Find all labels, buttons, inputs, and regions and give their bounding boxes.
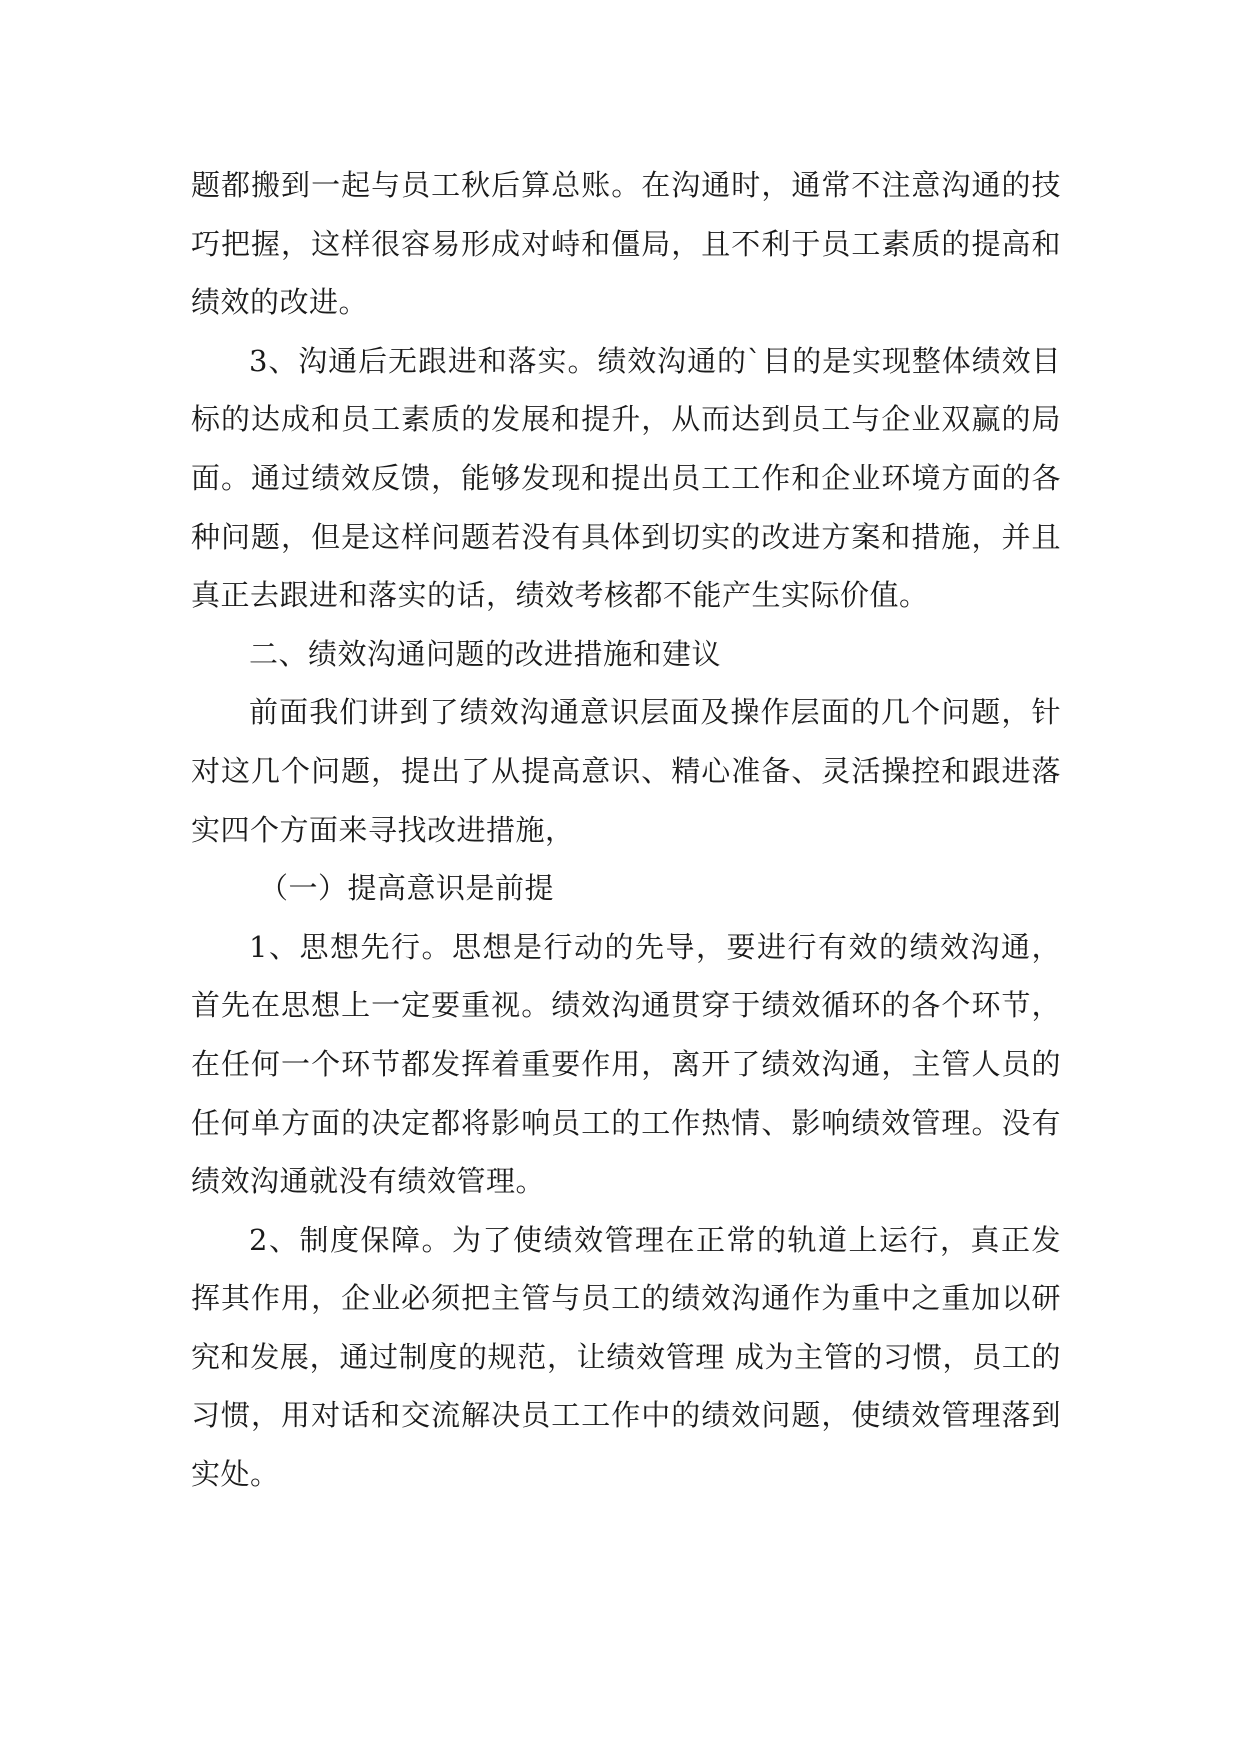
paragraph-item-1-thinking: 1、思想先行。思想是行动的先导，要进行有效的绩效沟通，首先在思想上一定要重视。绩效沟通贯穿于绩效循环的各个环节，在任何一个环节都发挥着重要作用，离开了绩效沟通，主管人员的任何单方面的决定都将影响员工的工作热情、影响绩效管理。没有绩效沟通就没有绩效管理。 bbox=[191, 929, 1061, 1199]
paragraph-continuation: 题都搬到一起与员工秋后算总账。在沟通时，通常不注意沟通的技巧把握，这样很容易形成对峙和僵局，且不利于员工素质的提高和绩效的改进。 bbox=[191, 168, 1061, 320]
paragraph-intro: 前面我们讲到了绩效沟通意识层面及操作层面的几个问题，针对这几个问题，提出了从提高意识、精心准备、灵活操控和跟进落实四个方面来寻找改进措施， bbox=[191, 695, 1061, 847]
section-heading-2: 二、绩效沟通问题的改进措施和建议 bbox=[249, 636, 722, 671]
document-body bbox=[191, 156, 1061, 1504]
paragraph-item-2-system: 2、制度保障。为了使绩效管理在正常的轨道上运行，真正发挥其作用，企业必须把主管与员工的绩效沟通作为重中之重加以研究和发展，通过制度的规范，让绩效管理 成为主管的习惯，员工的习惯，用对话和交流解决员工工作中的绩效问题，使绩效管理落到实处。 bbox=[191, 1222, 1061, 1492]
paragraph-item-3-follow-up: 3、沟通后无跟进和落实。绩效沟通的`目的是实现整体绩效目标的达成和员工素质的发展和提升，从而达到员工与企业双赢的局面。通过绩效反馈，能够发现和提出员工工作和企业环境方面的各种问题，但是这样问题若没有具体到切实的改进方案和措施，并且真正去跟进和落实的话，绩效考核都不能产生实际价值。 bbox=[191, 343, 1061, 613]
subsection-heading-1: （一）提高意识是前提 bbox=[259, 871, 555, 906]
